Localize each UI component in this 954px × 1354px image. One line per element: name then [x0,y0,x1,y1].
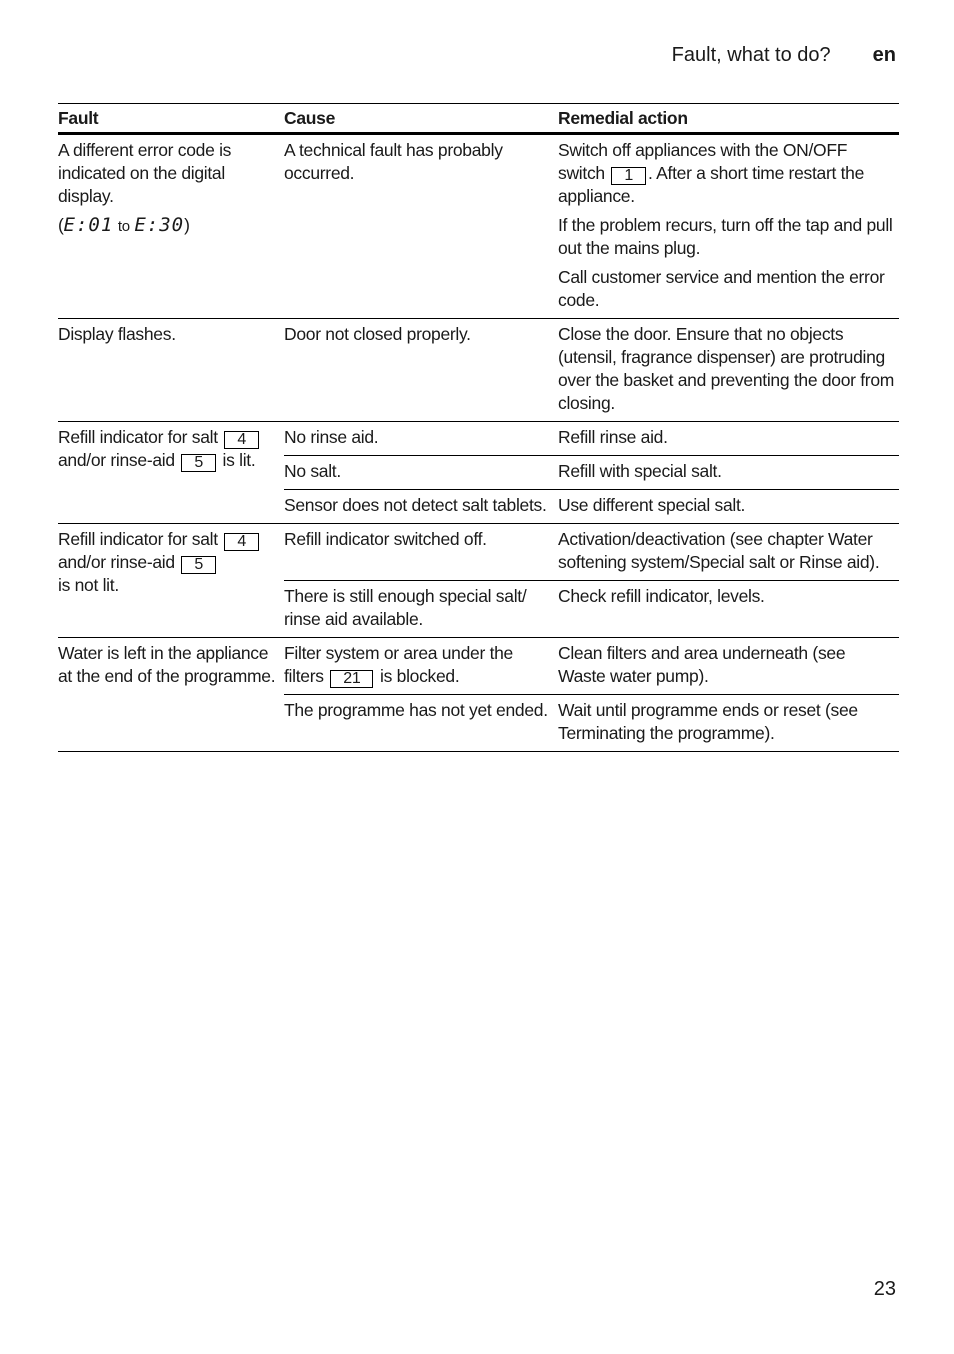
fault-cell: Refill indicator for salt 4 and/or rinse-aid 5 is lit. [58,422,284,523]
remedy-cell: Check refill indicator, levels. [558,586,765,606]
language-code: en [872,44,896,66]
table-row [58,524,899,638]
cause-row [284,455,899,489]
error-code-range: (E:01 to E:30) [58,214,190,236]
remedy-step-1: Switch off appliances with the ON/OFF switch 1 . After a short time restart the appliance. [558,140,865,206]
fault-table [58,103,899,752]
remedy-cell: Refill with special salt. [558,461,722,481]
cause-cell: The programme has not yet ended. [284,700,548,720]
cause-cell: No salt. [284,461,341,481]
cause-cell: Door not closed properly. [284,324,471,344]
cause-row [284,319,899,421]
remedy-cell: Refill rinse aid. [558,427,668,447]
remedy-cell: Close the door. Ensure that no objects (utensil, fragrance dispenser) are protruding over the basket and preventing the door from closing. [558,324,895,413]
table-header-row [58,103,899,135]
remedy-cell: Use different special salt. [558,495,746,515]
table-row [58,422,899,524]
cause-row [284,489,899,523]
fault-text: A different error code is indicated on the digital display. [58,140,232,206]
cause-cell: Sensor does not detect salt tablets. [284,495,547,515]
cause-row [284,638,899,694]
rinse-aid-indicator-ref: 5 [181,556,216,574]
filter-ref: 21 [330,670,373,688]
fault-cell: Display flashes. [58,324,176,344]
page-number: 23 [873,1278,896,1300]
cause-cell: There is still enough special salt/ rinse aid available. [284,586,527,629]
cause-row [284,524,899,580]
column-header-cause: Cause [284,108,336,128]
remedy-cell [558,135,899,318]
error-code-start: E:01 [63,214,114,236]
page-header [672,44,896,67]
rinse-aid-indicator-ref: 5 [181,454,216,472]
remedy-cell: Wait until programme ends or reset (see Terminating the programme). [558,700,858,743]
cause-row [284,135,899,318]
cause-cell: A technical fault has probably occurred. [284,140,503,183]
cause-cell: Refill indicator switched off. [284,529,487,549]
remedy-step-3: Call customer service and mention the error code. [558,267,885,310]
remedy-cell: Clean filters and area underneath (see Waste water pump). [558,643,846,686]
cause-row [284,422,899,455]
on-off-switch-ref: 1 [611,167,646,185]
cause-row [284,694,899,751]
column-header-fault: Fault [58,108,99,128]
salt-indicator-ref: 4 [224,533,259,551]
table-row [58,638,899,752]
cause-cell: Filter system or area under the filters 21 is blocked. [284,643,513,687]
table-row [58,135,899,319]
salt-indicator-ref: 4 [224,431,259,449]
fault-cell: Water is left in the appliance at the end of the programme. [58,643,276,686]
column-header-remedy: Remedial action [558,108,688,128]
cause-cell: No rinse aid. [284,427,379,447]
fault-cell: Refill indicator for salt 4 and/or rinse-aid 5 is not lit. [58,524,284,637]
remedy-step-2: If the problem recurs, turn off the tap and pull out the mains plug. [558,215,893,258]
remedy-cell: Activation/deactivation (see chapter Water softening system/Special salt or Rinse aid). [558,529,880,572]
fault-cell [58,135,284,318]
table-row [58,319,899,422]
cause-row [284,580,899,637]
error-code-end: E:30 [134,214,185,236]
section-title: Fault, what to do? [671,44,831,66]
